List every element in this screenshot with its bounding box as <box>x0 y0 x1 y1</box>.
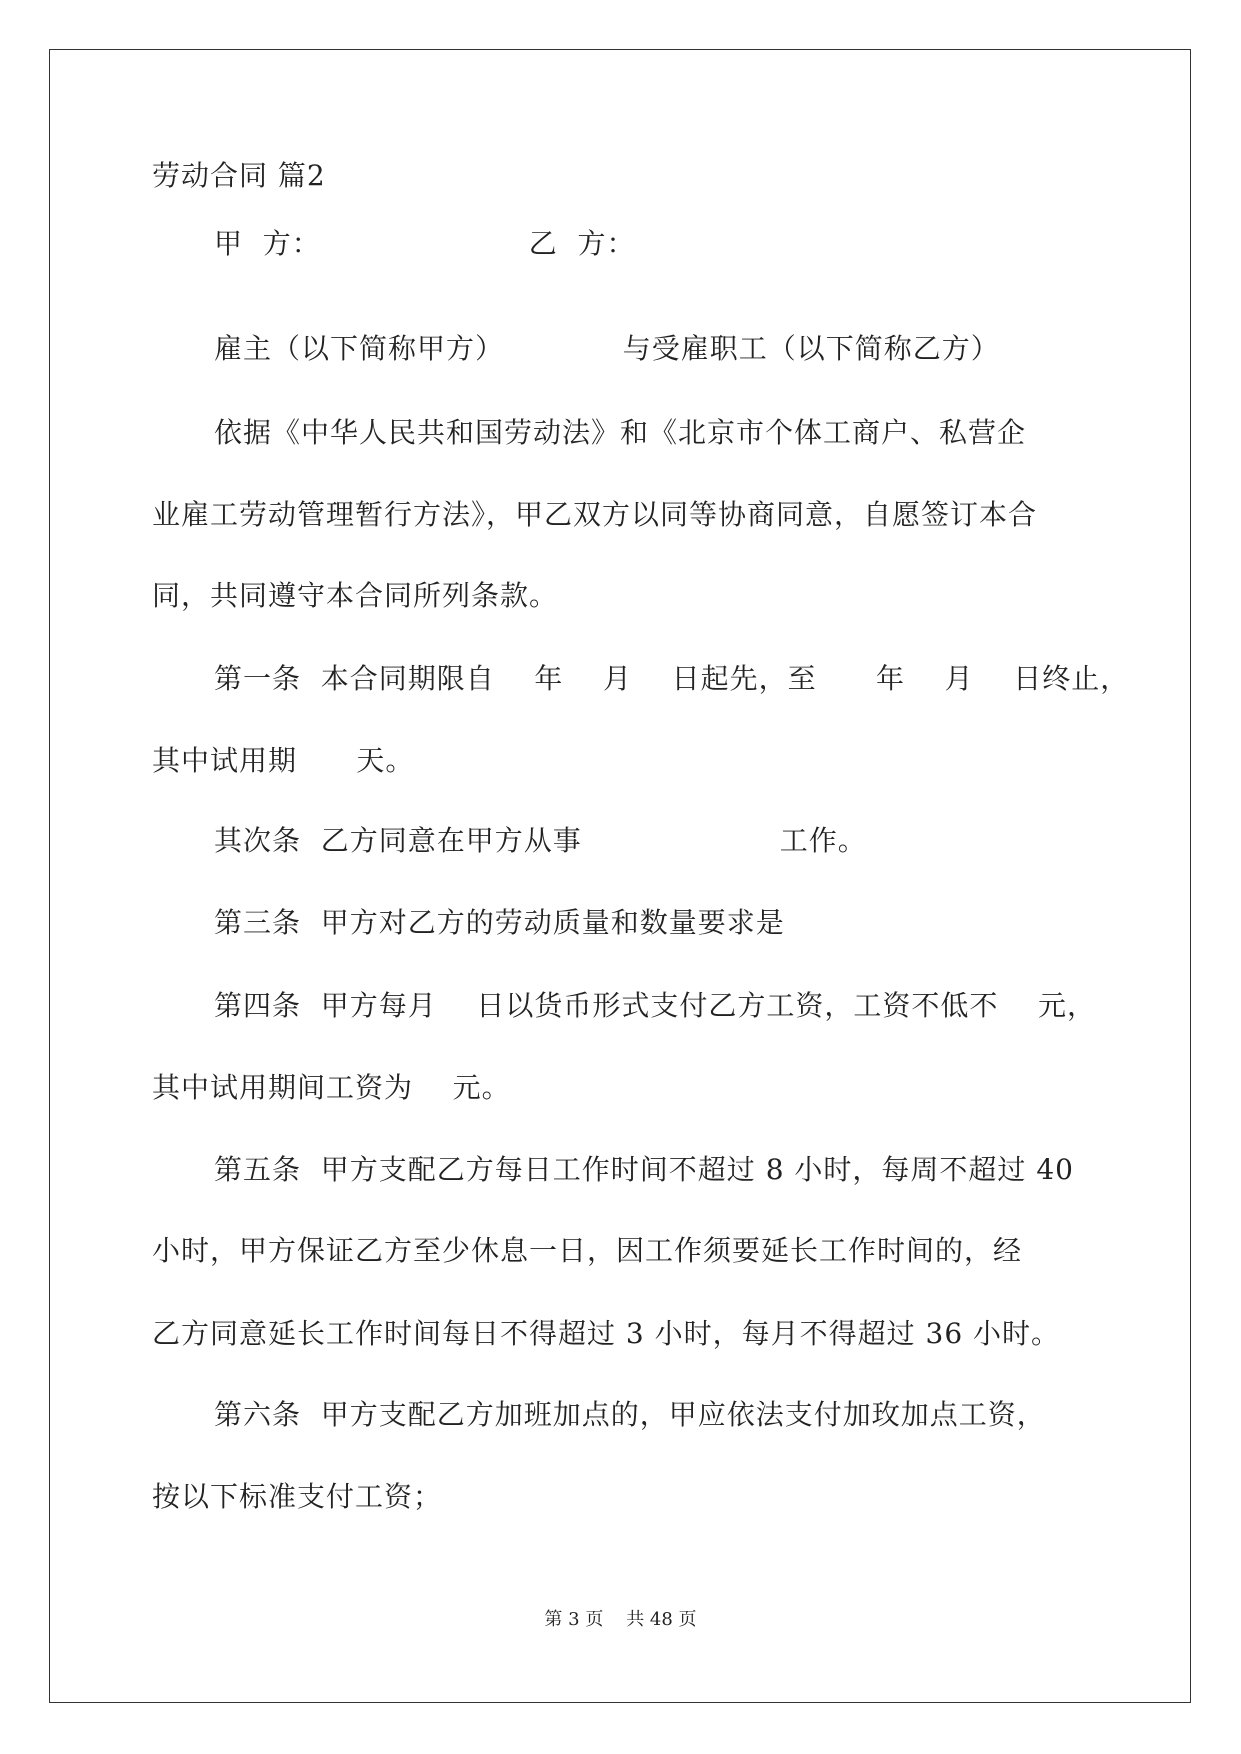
article-5-line-3: 乙方同意延长工作时间每日不得超过 3 小时，每月不得超过 36 小时。 <box>152 1317 1061 1350</box>
article-5-line-2: 小时，甲方保证乙方至少休息一日，因工作须要延长工作时间的，经 <box>152 1234 1023 1267</box>
article-6-line-1: 第六条 甲方支配乙方加班加点的，甲应依法支付加玫加点工资， <box>214 1398 1046 1431</box>
article-2-line: 其次条 乙方同意在甲方从事 工作。 <box>214 824 867 857</box>
article-5-line-1: 第五条 甲方支配乙方每日工作时间不超过 8 小时，每周不超过 40 <box>214 1153 1074 1186</box>
article-4-line-2: 其中试用期间工资为 元。 <box>152 1071 511 1104</box>
article-1-line-2: 其中试用期 天。 <box>152 744 415 777</box>
article-3-line: 第三条 甲方对乙方的劳动质量和数量要求是 <box>214 906 785 939</box>
page-border <box>49 49 1191 1703</box>
page-number-footer: 第 3 页 共 48 页 <box>544 1609 697 1630</box>
article-6-line-2: 按以下标准支付工资； <box>152 1480 443 1513</box>
article-4-line-1: 第四条 甲方每月 日以货币形式支付乙方工资，工资不低不 元， <box>214 989 1097 1022</box>
party-line: 甲 方： 乙 方： <box>214 227 636 260</box>
preamble-line-1: 依据《中华人民共和国劳动法》和《北京市个体工商户、私营企 <box>214 416 1027 449</box>
preamble-line-2: 业雇工劳动管理暂行方法》，甲乙双方以同等协商同意，自愿签订本合 <box>152 498 1038 531</box>
article-1-line-1: 第一条 本合同期限自 年 月 日起先，至 年 月 日终止， <box>214 662 1130 695</box>
parties-definition-line: 雇主（以下简称甲方） 与受雇职工（以下简称乙方） <box>214 332 1000 365</box>
preamble-line-3: 同，共同遵守本合同所列条款。 <box>152 579 559 612</box>
document-heading: 劳动合同 篇2 <box>152 159 326 192</box>
